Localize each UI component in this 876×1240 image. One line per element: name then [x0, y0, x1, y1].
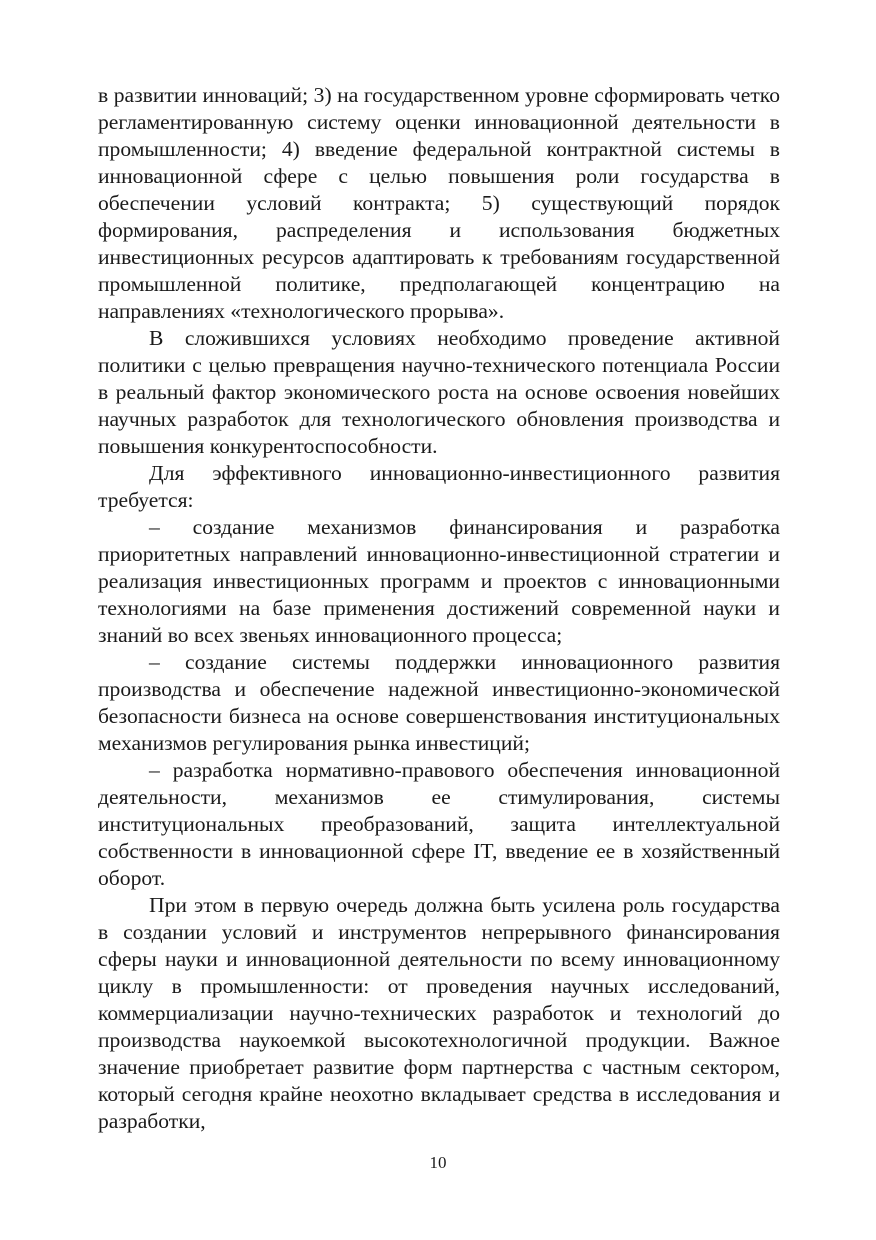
list-item-legal-framework: – разработка нормативно-правового обеспечения инновационной деятельности, механизмов ее стимулирования, системы институциональных преобразований, защита интеллектуальной собственности в инновационной сфере IT, введение ее в хозяйственный оборот. — [98, 758, 780, 890]
paragraph-active-policy: В сложившихся условиях необходимо проведение активной политики с целью превращения научно-технического потенциала России в реальный фактор экономического роста на основе освоения новейших научных разработок для технологического обновления производства и повышения конкурентоспособности. — [98, 326, 780, 458]
paragraph-requirements-intro: Для эффективного инновационно-инвестиционного развития требуется: — [98, 461, 780, 512]
list-item-support-system: – создание системы поддержки инновационного развития производства и обеспечение надежной инвестиционно-экономической безопасности бизнеса на основе совершенствования институциональных механизмов регулирования рынка инвестиций; — [98, 650, 780, 755]
list-item-financing-mechanisms: – создание механизмов финансирования и разработка приоритетных направлений инновационно-инвестиционной стратегии и реализация инвестиционных программ и проектов с инновационными технологиями на базе применения достижений современной науки и знаний во всех звеньях инновационного процесса; — [98, 515, 780, 647]
paragraph-state-role: При этом в первую очередь должна быть усилена роль государства в создании условий и инструментов непрерывного финансирования сферы науки и инновационной деятельности по всему инновационному циклу в промышленности: от проведения научных исследований, коммерциализации научно-технических разработок и технологий до производства наукоемкой высокотехнологичной продукции. Важное значение приобретает развитие форм партнерства с частным сектором, который сегодня крайне неохотно вкладывает средства в исследования и разработки, — [98, 893, 780, 1133]
paragraph-continuation: в развитии инноваций; 3) на государственном уровне сформировать четко регламентированную систему оценки инновационной деятельности в промышленности; 4) введение федеральной контрактной системы в инновационной сфере с целью повышения роли государства в обеспечении условий контракта; 5) существующий порядок формирования, распределения и использования бюджетных инвестиционных ресурсов адаптировать к требованиям государственной промышленной политике, предполагающей концентрацию на направлениях «технологического прорыва». — [98, 83, 780, 323]
page-body — [98, 82, 780, 1135]
page-number: 10 — [429, 1153, 447, 1172]
